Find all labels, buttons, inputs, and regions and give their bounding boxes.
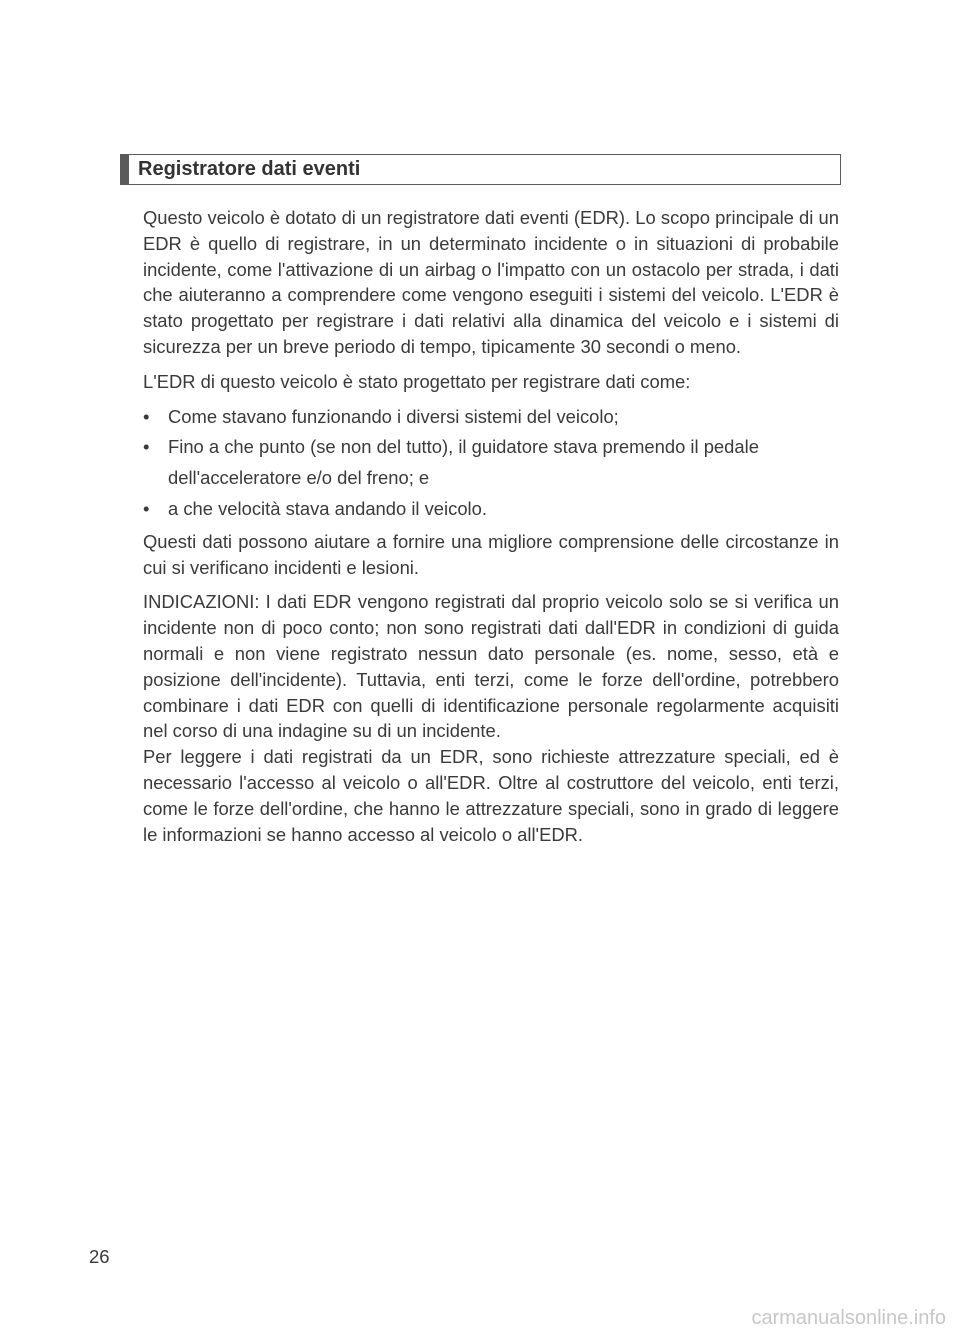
- paragraph-edr-records: L'EDR di questo veicolo è stato progettato per registrare dati come:: [143, 370, 691, 392]
- bullet-glyph: •: [143, 405, 150, 427]
- watermark: carmanualsonline.info: [751, 1307, 946, 1329]
- section-header: [120, 154, 841, 185]
- page-number: 26: [89, 1246, 110, 1267]
- paragraph-intro: Questo veicolo è dotato di un registratore dati eventi (EDR). Lo scopo principale di un EDR è quello di registrare, in un determinato incidente o in situazioni di probabile incidente, come l'attivazione di un airbag o l'impatto con un ostacolo per strada, i dati che aiuteranno a comprendere come vengono eseguiti i sistemi del veicolo. L'EDR è stato progettato per registrare i dati relativi alla dinamica del veicolo e i sistemi di sicurezza per un breve periodo di tempo, tipicamente 30 secondi o meno.: [143, 207, 839, 357]
- paragraph-indicazioni: INDICAZIONI: I dati EDR vengono registrati dal proprio veicolo solo se si verifica un incidente non di poco conto; non sono registrati dati dall'EDR in condizioni di guida normali e non viene registrato nessun dato personale (es. nome, sesso, età e posizione dell'incidente). Tuttavia, enti terzi, come le forze dell'ordine, potrebbero combinare i dati EDR con quelli di identificazione personale regolarmente acquisiti nel corso di una indagine su di un incidente.: [143, 591, 839, 742]
- section-title: Registratore dati eventi: [138, 158, 361, 180]
- page-content: [143, 205, 839, 847]
- list-item: [143, 404, 839, 430]
- paragraph-data-help: Questi dati possono aiutare a fornire una migliore comprensione delle circostanze in cui si verificano incidenti e lesioni.: [143, 530, 839, 578]
- list-item: [143, 496, 839, 522]
- list-item-text: a che velocità stava andando il veicolo.: [168, 497, 487, 519]
- bullet-glyph: •: [143, 497, 150, 519]
- list-item-text: Come stavano funzionando i diversi sistemi del veicolo;: [168, 405, 619, 427]
- list-item-text: Fino a che punto (se non del tutto), il guidatore stava premendo il pedale: [168, 436, 759, 458]
- bullet-list: [143, 404, 839, 522]
- section-header-bar: [121, 155, 129, 184]
- bullet-glyph: •: [143, 436, 150, 458]
- list-item: [143, 434, 839, 491]
- list-item-text-continuation: dell'acceleratore e/o del freno; e: [168, 467, 430, 489]
- paragraph-reading-data: Per leggere i dati registrati da un EDR, sono richieste attrezzature speciali, ed è necessario l'accesso al veicolo o all'EDR. Oltre al costruttore del veicolo, enti terzi, come le forze dell'ordine, che hanno le attrezzature speciali, sono in grado di leggere le informazioni se hanno accesso al veicolo o all'EDR.: [143, 746, 839, 845]
